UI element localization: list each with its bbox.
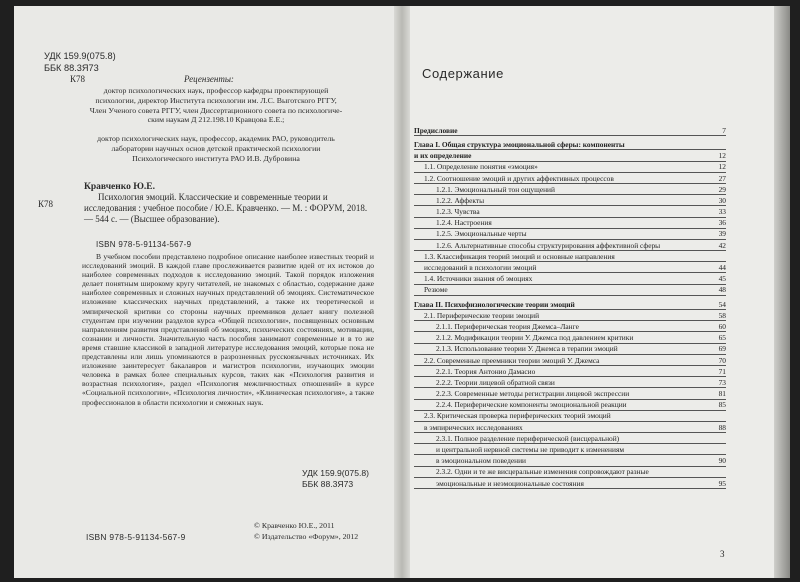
toc-entry-page: 88 bbox=[718, 422, 726, 432]
toc-entry-page: 65 bbox=[718, 333, 726, 343]
page-number: 3 bbox=[720, 549, 725, 559]
toc-entry-label: 1.4. Источники знания об эмоциях bbox=[424, 274, 533, 284]
toc-entry-page: 7 bbox=[722, 125, 726, 135]
copyright-author: © Кравченко Ю.Е., 2011 bbox=[254, 521, 335, 530]
toc-entry-label: исследований в психологии эмоций bbox=[424, 263, 537, 273]
toc-entry-page: 27 bbox=[718, 173, 726, 183]
toc-entry bbox=[414, 229, 726, 240]
toc-entry-label: Глава II. Психофизиологические теории эмоций bbox=[414, 299, 575, 309]
toc-entry bbox=[414, 467, 726, 478]
copyright-publisher: © Издательство «Форум», 2012 bbox=[254, 532, 359, 541]
toc-entry-label: 1.2.4. Настроения bbox=[436, 218, 492, 228]
toc-entry bbox=[414, 299, 726, 310]
toc-entry bbox=[414, 218, 726, 229]
toc-entry bbox=[414, 173, 726, 184]
udc-code-bottom: УДК 159.9(075.8) bbox=[302, 468, 370, 478]
toc-entry-label: 1.2.2. Аффекты bbox=[436, 195, 485, 205]
toc-entry-page: 90 bbox=[718, 456, 726, 466]
toc-entry-label: 2.1.2. Модификации теории У. Джемса под давлением критики bbox=[436, 333, 634, 343]
toc-entry-label: и их определение bbox=[414, 151, 472, 161]
reviewer-2 bbox=[66, 134, 366, 163]
toc-entry-label: Предисловие bbox=[414, 125, 458, 135]
toc-entry-label: 1.2.1. Эмоциональный тон ощущений bbox=[436, 184, 555, 194]
classification-codes bbox=[44, 50, 116, 74]
toc-entry bbox=[414, 321, 726, 332]
toc-entry-page: 95 bbox=[718, 478, 726, 488]
reviewer-2-line: Психологического института РАО И.В. Дубровина bbox=[132, 153, 300, 163]
toc-entry bbox=[414, 310, 726, 321]
toc-entry-label: в эмоциональном поведении bbox=[436, 456, 527, 466]
toc-entry-page: 71 bbox=[718, 366, 726, 376]
toc-entry-label: 2.1. Периферические теории эмоций bbox=[424, 310, 540, 320]
toc-entry bbox=[414, 285, 726, 296]
toc-entry-label: 2.3. Критическая проверка периферических теорий эмоций bbox=[424, 411, 611, 421]
toc-entry-page: 29 bbox=[718, 184, 726, 194]
toc-entry bbox=[414, 195, 726, 206]
toc-entry-page: 36 bbox=[718, 218, 726, 228]
toc-entry-label: 2.2.4. Периферические компоненты эмоциональной реакции bbox=[436, 400, 627, 410]
reviewers-heading: Рецензенты: bbox=[184, 74, 234, 84]
toc-entry bbox=[414, 273, 726, 284]
toc-entry-label: 2.2.2. Теории лицевой обратной связи bbox=[436, 377, 555, 387]
isbn-top: ISBN 978-5-91134-567-9 bbox=[96, 240, 192, 249]
toc-entry-label: эмоциональные и неэмоциональные состояния bbox=[436, 478, 584, 488]
bbk-code: ББК 88.3Я73 bbox=[44, 63, 99, 73]
toc-entry-label: 2.2.1. Теория Антонио Дамасио bbox=[436, 366, 536, 376]
udc-code: УДК 159.9(075.8) bbox=[44, 51, 116, 61]
table-of-contents bbox=[414, 125, 726, 489]
toc-entry-page: 69 bbox=[718, 344, 726, 354]
toc-entry-page: 81 bbox=[718, 389, 726, 399]
toc-entry-page: 42 bbox=[718, 240, 726, 250]
toc-entry-label: и центральной нервной системы не приводит к изменениям bbox=[436, 445, 625, 455]
toc-entry bbox=[414, 355, 726, 366]
toc-entry bbox=[414, 262, 726, 273]
toc-entry-page: 44 bbox=[718, 263, 726, 273]
toc-title: Содержание bbox=[422, 66, 504, 81]
toc-entry-label: 2.1.3. Использование теории У. Джемса в терапии эмоций bbox=[436, 344, 618, 354]
toc-entry-label: 2.1.1. Периферическая теория Джемса–Ланге bbox=[436, 321, 579, 331]
toc-entry-page: 48 bbox=[718, 285, 726, 295]
reviewer-2-line: лаборатории научных основ детской практической психологии bbox=[111, 143, 321, 153]
author-name: Кравченко Ю.Е. bbox=[84, 182, 155, 192]
toc-entry bbox=[414, 251, 726, 262]
toc-entry bbox=[414, 433, 726, 444]
toc-entry-label: 1.1. Определение понятия «эмоция» bbox=[424, 162, 538, 172]
toc-entry-label: Глава I. Общая структура эмоциональной сферы: компоненты bbox=[414, 139, 625, 149]
toc-entry bbox=[414, 139, 726, 150]
toc-entry-label: 1.2.5. Эмоциональные черты bbox=[436, 229, 527, 239]
toc-entry-page: 39 bbox=[718, 229, 726, 239]
toc-entry bbox=[414, 444, 726, 455]
toc-entry bbox=[414, 366, 726, 377]
reviewer-1-line: ским наукам Д 212.198.10 Кравцова Е.Е.; bbox=[147, 115, 285, 125]
toc-entry-page: 33 bbox=[718, 207, 726, 217]
toc-entry bbox=[414, 388, 726, 399]
toc-entry-label: 1.3. Классификация теорий эмоций и основные направления bbox=[424, 251, 615, 261]
toc-entry bbox=[414, 478, 726, 489]
toc-entry-label: 2.3.2. Одни и те же висцеральные изменения сопровождают разные bbox=[436, 467, 649, 477]
reviewer-1-line: психологии, директор Института психологии им. Л.С. Выготского РГГУ, bbox=[95, 95, 337, 105]
toc-entry bbox=[414, 150, 726, 161]
toc-entry-label: в эмпирических исследованиях bbox=[424, 422, 523, 432]
classification-codes-bottom bbox=[302, 468, 369, 490]
reviewer-1-line: доктор психологических наук, профессор кафедры проектирующей bbox=[103, 86, 329, 95]
toc-entry-page: 30 bbox=[718, 195, 726, 205]
toc-entry-page: 58 bbox=[718, 310, 726, 320]
toc-entry bbox=[414, 240, 726, 251]
toc-entry-label: 2.2.3. Современные методы регистрации лицевой экспрессии bbox=[436, 389, 630, 399]
isbn-bottom: ISBN 978-5-91134-567-9 bbox=[86, 532, 186, 542]
toc-entry-page: 12 bbox=[718, 151, 726, 161]
toc-entry-label: 1.2.3. Чувства bbox=[436, 207, 480, 217]
toc-entry-label: 2.2. Современные преемники теории эмоций У. Джемса bbox=[424, 355, 600, 365]
toc-entry bbox=[414, 344, 726, 355]
toc-entry-page: 70 bbox=[718, 355, 726, 365]
reviewer-1-line: Член Ученого совета РГГУ, член Диссертационного совета по психологиче- bbox=[89, 105, 343, 115]
book-gutter bbox=[394, 6, 410, 578]
toc-entry bbox=[414, 411, 726, 422]
toc-entry-label: 2.3.1. Полное разделение периферической (висцеральной) bbox=[436, 433, 620, 443]
toc-entry-page: 45 bbox=[718, 274, 726, 284]
toc-entry-label: 1.2.6. Альтернативные способы структурирования аффективной сферы bbox=[436, 240, 661, 250]
toc-entry bbox=[414, 400, 726, 411]
page-edge bbox=[774, 6, 790, 578]
toc-entry bbox=[414, 377, 726, 388]
toc-entry-page: 73 bbox=[718, 377, 726, 387]
copyright bbox=[254, 520, 358, 542]
toc-entry-label: 1.2. Соотношение эмоций и других аффективных процессов bbox=[424, 173, 614, 183]
toc-entry bbox=[414, 184, 726, 195]
book-description: Психология эмоций. Классические и современные теории и исследования : учебное пособие / Ю.Е. Кравченко. — М. : ФОРУМ, 2018. — 544 с. — (Высшее образование). bbox=[84, 192, 368, 224]
toc-entry bbox=[414, 125, 726, 136]
author-mark-side: К78 bbox=[38, 199, 54, 209]
toc-entry bbox=[414, 422, 726, 433]
toc-entry bbox=[414, 206, 726, 217]
reviewer-2-line: доктор психологических наук, профессор, академик РАО, руководитель bbox=[97, 134, 335, 143]
toc-entry-label: Резюме bbox=[424, 285, 448, 295]
toc-entry bbox=[414, 162, 726, 173]
toc-entry-page: 54 bbox=[718, 299, 726, 309]
book-abstract: В учебном пособии представлено подробное описание наиболее известных теорий и исследований эмоций. В каждой главе прослеживается развитие идей от их истоков до наиболее современных подходов к исследованию эмоций. Такой порядок изложения делает понятным широкому кругу читателей, не знакомых с областью, содержание даже наиболее современных и сложных научных представлений об эмоциях. Систематическое изложение классических научных представлений, а также их теоретической и эмпирической критики со стороны научных преемников делает книгу полезной студентам при изучении разделов курса «Общей психологии», посвященных основным направлениям развития представлений об эмоциях, психических состояниях, мотивации, сознании и личности. Значительную часть пособия занимают современные и в то же время ставшие классикой в западной литературе исследования эмоций, которые пока не представлены или лишь упоминаются в разрозненных русскоязычных источниках. Их изложение заинтересует бакалавров и магистров психологии, изучающих эмоции человека в рамках более специальных курсов, таких как «Психология развития и возрастная психология», раздел «Психология межличностных отношений» в курсе «Социальной психологии», «Психология личности», «Клиническая психология», а также профессионалов в области психологии и смежных наук. bbox=[82, 252, 374, 407]
toc-entry-page: 12 bbox=[718, 162, 726, 172]
toc-entry-page: 60 bbox=[718, 321, 726, 331]
toc-entry-page: 85 bbox=[718, 400, 726, 410]
bbk-code-bottom: ББК 88.3Я73 bbox=[302, 479, 354, 489]
reviewer-1 bbox=[66, 86, 366, 125]
toc-entry bbox=[414, 332, 726, 343]
author-mark: К78 bbox=[70, 74, 86, 84]
toc-entry bbox=[414, 455, 726, 466]
